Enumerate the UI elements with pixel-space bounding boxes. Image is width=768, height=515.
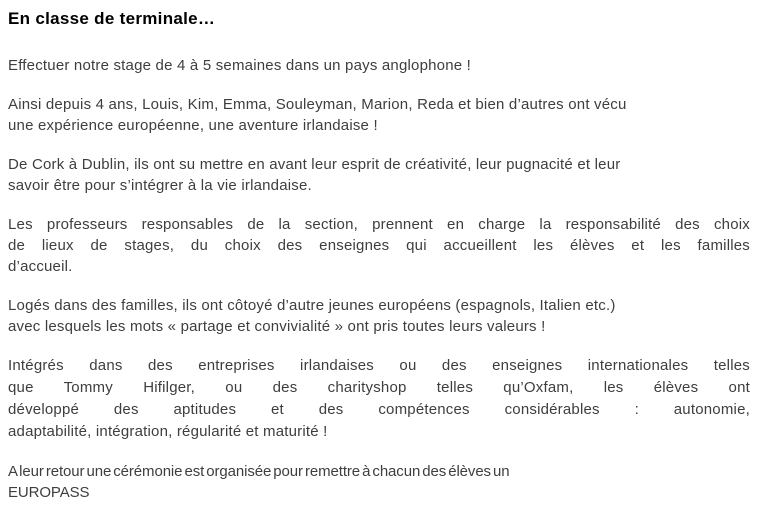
text-line: De Cork à Dublin, ils ont su mettre en avant leur esprit de créativité, leur pugnacité et leur — [8, 156, 621, 173]
paragraph-professeurs — [8, 214, 750, 277]
paragraph-cork-dublin — [8, 154, 750, 196]
text-line: A leur retour une cérémonie est organisée pour remettre à chacun des élèves un — [8, 463, 510, 480]
paragraph-europass — [8, 461, 750, 503]
document-heading: En classe de terminale… — [8, 9, 216, 28]
text-line: Effectuer notre stage de 4 à 5 semaines dans un pays anglophone ! — [8, 57, 472, 74]
text-line: développé des aptitudes et des compétences considérables : autonomie, — [8, 401, 750, 418]
text-line: une expérience européenne, une aventure irlandaise ! — [8, 117, 378, 134]
text-line: EUROPASS — [8, 484, 90, 501]
text-line: avec lesquels les mots « partage et convivialité » ont pris toutes leurs valeurs ! — [8, 318, 546, 335]
paragraph-entreprises — [8, 355, 750, 443]
text-line: d’accueil. — [8, 258, 73, 275]
text-line: de lieux de stages, du choix des enseignes qui accueillent les élèves et les familles — [8, 237, 750, 254]
paragraph-familles — [8, 295, 750, 337]
text-line: Les professeurs responsables de la section, prennent en charge la responsabilité des choix — [8, 216, 750, 233]
text-line: adaptabilité, intégration, régularité et maturité ! — [8, 423, 328, 440]
text-line: savoir être pour s’intégrer à la vie irlandaise. — [8, 177, 312, 194]
paragraph-stage — [8, 55, 750, 76]
text-line: Intégrés dans des entreprises irlandaises ou des enseignes internationales telles — [8, 357, 750, 374]
text-line: que Tommy Hifilger, ou des charityshop telles qu’Oxfam, les élèves ont — [8, 379, 750, 396]
paragraph-ainsi — [8, 94, 750, 136]
text-line: Ainsi depuis 4 ans, Louis, Kim, Emma, Souleyman, Marion, Reda et bien d’autres ont vécu — [8, 96, 627, 113]
text-line: Logés dans des familles, ils ont côtoyé d’autre jeunes européens (espagnols, Italien etc.) — [8, 297, 616, 314]
